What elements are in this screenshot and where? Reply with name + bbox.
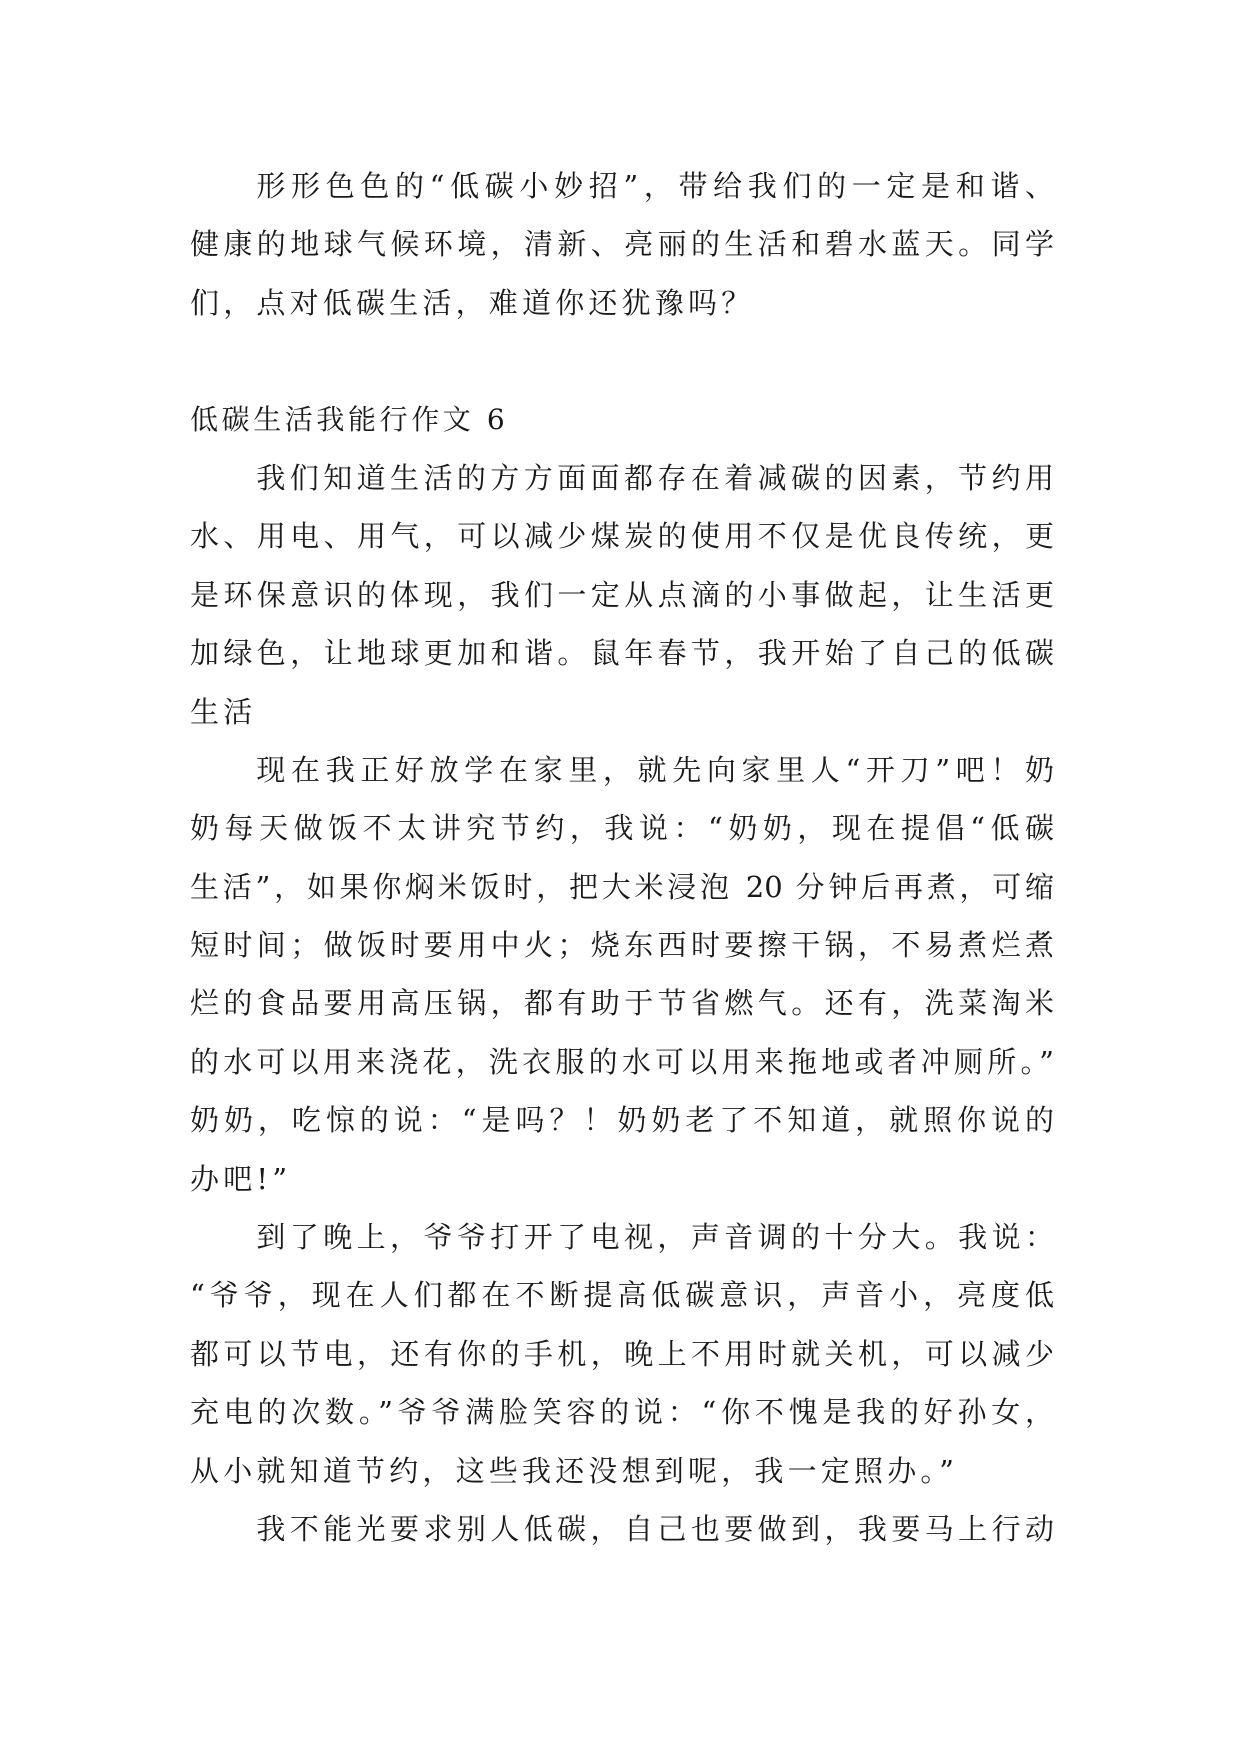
paragraph — [190, 1500, 1054, 1558]
paragraph-line: 到了晚上，爷爷打开了电视，声音调的十分大。我说： — [256, 1220, 1054, 1255]
paragraph-line: 的水可以用来浇花，洗衣服的水可以用来拖地或者冲厕所。” — [190, 1044, 1054, 1079]
paragraph-line: “爷爷，现在人们都在不断提高低碳意识，声音小，亮度低 — [190, 1278, 1054, 1313]
paragraph-line: 我不能光要求别人低碳，自己也要做到，我要马上行动 — [256, 1511, 1054, 1546]
paragraph — [190, 449, 1054, 741]
paragraph — [190, 157, 1054, 332]
essay-title: 低碳生活我能行作文 6 — [190, 402, 509, 436]
paragraph-line: 水、用电、用气，可以减少煤炭的使用不仅是优良传统，更 — [190, 519, 1054, 554]
paragraph-line: 奶奶，吃惊的说：“是吗？！奶奶老了不知道，就照你说的 — [190, 1103, 1054, 1138]
paragraph-line: 从小就知道节约，这些我还没想到呢，我一定照办。” — [190, 1453, 959, 1488]
paragraph-line: 生活”，如果你焖米饭时，把大米浸泡 20 分钟后再煮，可缩 — [190, 869, 1054, 904]
paragraph-line: 都可以节电，还有你的手机，晚上不用时就关机，可以减少 — [190, 1336, 1054, 1371]
blank-line — [190, 332, 1054, 390]
paragraph-line: 们，点对低碳生活，难道你还犹豫吗？ — [190, 285, 755, 320]
paragraph-line: 现在我正好放学在家里，就先向家里人“开刀”吧！奶 — [256, 752, 1054, 787]
paragraph — [190, 1208, 1054, 1500]
paragraph-line: 我们知道生活的方方面面都存在着减碳的因素，节约用 — [256, 460, 1054, 495]
paragraph-line: 短时间；做饭时要用中火；烧东西时要擦干锅，不易煮烂煮 — [190, 928, 1054, 963]
paragraph-line: 生活 — [190, 694, 257, 729]
paragraph-line: 健康的地球气候环境，清新、亮丽的生活和碧水蓝天。同学 — [190, 227, 1054, 262]
paragraph — [190, 741, 1054, 1208]
paragraph-line: 充电的次数。”爷爷满脸笑容的说：“你不愧是我的好孙女， — [190, 1395, 1054, 1430]
document-body — [190, 157, 1054, 1558]
paragraph-line: 奶每天做饭不太讲究节约，我说：“奶奶，现在提倡“低碳 — [190, 811, 1054, 846]
paragraph-line: 是环保意识的体现，我们一定从点滴的小事做起，让生活更 — [190, 577, 1054, 612]
paragraph-line: 办吧!” — [190, 1161, 292, 1196]
paragraph-line: 烂的食品要用高压锅，都有助于节省燃气。还有，洗菜淘米 — [190, 986, 1054, 1021]
paragraph-line: 形形色色的“低碳小妙招”，带给我们的一定是和谐、 — [256, 169, 1054, 203]
paragraph-line: 加绿色，让地球更加和谐。鼠年春节，我开始了自己的低碳 — [190, 636, 1054, 671]
